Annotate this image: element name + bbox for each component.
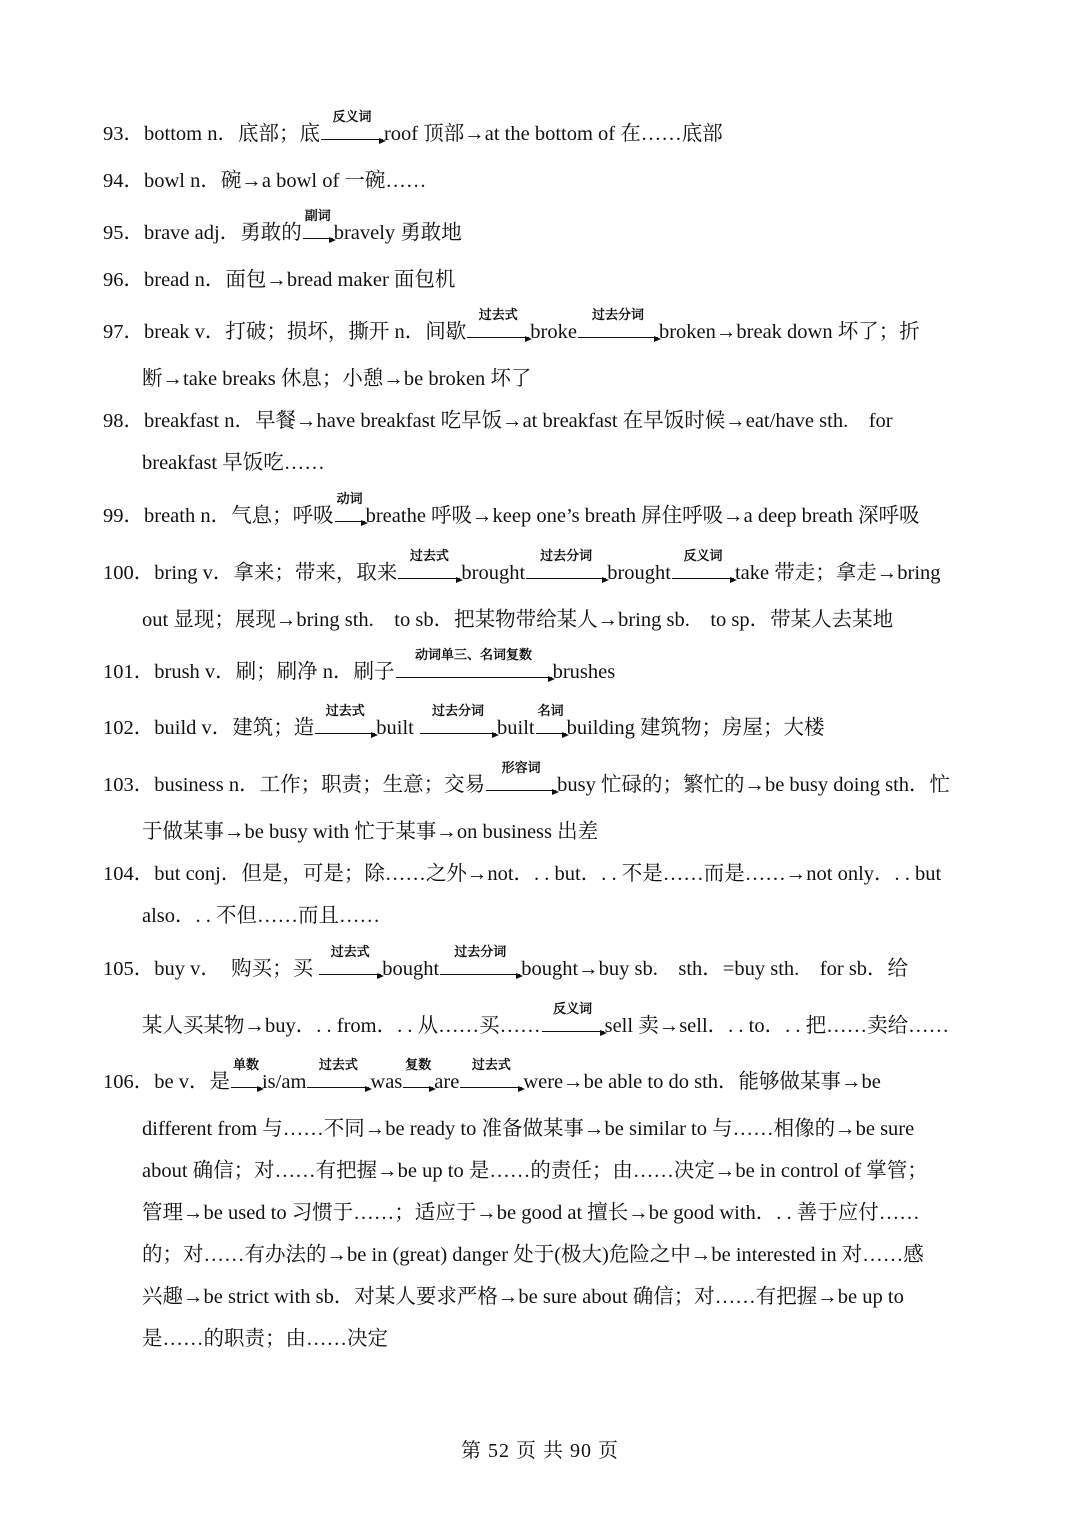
- arrow-icon: [315, 704, 375, 734]
- entry-text: 99．breath n．气息；呼吸: [103, 505, 334, 527]
- arrow-icon: [396, 648, 552, 678]
- arrow-label: 过去分词: [591, 308, 644, 323]
- entry-text: 98．breakfast n．早餐→have breakfast 吃早饭→at breakfast 在早饭时候→eat/have sth. for: [103, 410, 893, 432]
- arrow-icon: [398, 549, 460, 579]
- arrow-icon: [672, 549, 734, 579]
- arrow-label: 过去式: [471, 1058, 511, 1073]
- entry-text: is/am: [261, 1071, 307, 1093]
- entry-text: bravely 勇敢地: [333, 222, 462, 244]
- arrow-icon: [307, 1058, 369, 1088]
- entry-105: [103, 945, 983, 1037]
- entry-text: brought: [607, 562, 671, 584]
- arrow-icon: [321, 110, 383, 140]
- entry-text: 103．business n．工作；职责；生意；交易: [103, 774, 486, 796]
- arrow-label: 过去式: [330, 945, 370, 960]
- entry-94: [103, 171, 983, 191]
- arrow-icon: [526, 549, 606, 579]
- entry-text: out 显现；展现→bring sth. to sb．把某物带给某人→bring sb. to sp．带某人去某地: [142, 609, 894, 631]
- entry-text: different from 与……不同→be ready to 准备做某事→be similar to 与……相像的→be sure: [142, 1118, 915, 1140]
- entry-text: was: [370, 1071, 403, 1093]
- entry-text: bought→buy sb. sth．=buy sth. for sb．给: [521, 958, 909, 980]
- arrow-icon: [460, 1058, 522, 1088]
- arrow-icon: [319, 945, 381, 975]
- entry-text: 的；对……有办法的→be in (great) danger 处于(极大)危险之中→be interested in 对……感: [142, 1244, 924, 1266]
- entry-text: built: [376, 717, 414, 739]
- arrow-label: 过去式: [325, 704, 365, 719]
- entry-text: 某人买某物→buy．. . from．. . 从……买……: [142, 1015, 541, 1037]
- entry-104: [103, 864, 983, 926]
- arrow-icon: [335, 492, 365, 522]
- entry-text: building 建筑物；房屋；大楼: [566, 717, 825, 739]
- arrow-icon: [578, 308, 658, 338]
- page-footer: 第 52 页 共 90 页: [461, 1440, 619, 1462]
- arrow-icon: [231, 1058, 261, 1088]
- entry-text: 96．bread n．面包→bread maker 面包机: [103, 269, 456, 291]
- entry-103: [103, 761, 983, 843]
- arrow-label: 过去分词: [431, 704, 484, 719]
- arrow-label: 单数: [232, 1058, 259, 1073]
- arrow-label: 过去分词: [540, 549, 593, 564]
- entry-text: 管理→be used to 习惯于……；适应于→be good at 擅长→be good with．. . 善于应付……: [142, 1202, 920, 1224]
- arrow-icon: [486, 761, 556, 791]
- arrow-label: 动词单三、名词复数: [415, 648, 533, 663]
- entry-text: 105．buy v． 购买；买: [103, 958, 314, 980]
- entry-93: [103, 110, 983, 145]
- entry-text: 兴趣→be strict with sb．对某人要求严格→be sure about 确信；对……有把握→be up to: [142, 1286, 904, 1308]
- entry-97: [103, 308, 983, 390]
- entry-text: brought: [461, 562, 526, 584]
- arrow-icon: [467, 308, 529, 338]
- entry-100: [103, 549, 983, 631]
- entry-text: 106．be v．是: [103, 1071, 230, 1093]
- entry-text: 101．brush v．刷；刷净 n．刷子: [103, 661, 395, 683]
- entry-text: broken→break down 坏了；折: [658, 321, 920, 343]
- entry-text: 104．but conj．但是，可是；除……之外→not．. . but．. . 不是……而是……→not only．. . but: [103, 863, 942, 885]
- entry-text: 断→take breaks 休息；小憩→be broken 坏了: [142, 368, 532, 390]
- entry-text: 97．break v．打破；损坏，撕开 n．间歇: [103, 321, 467, 343]
- entry-text: are: [434, 1071, 460, 1093]
- entry-text: 93．bottom n．底部；底: [103, 123, 320, 145]
- arrow-label: 过去式: [409, 549, 449, 564]
- entry-102: [103, 704, 983, 739]
- entry-text: breathe 呼吸→keep one’s breath 屏住呼吸→a deep breath 深呼吸: [365, 505, 920, 527]
- entry-text: busy 忙碌的；繁忙的→be busy doing sth．忙: [557, 774, 951, 796]
- entry-text: brushes: [552, 661, 616, 683]
- arrow-label: 动词: [336, 492, 363, 507]
- entry-text: roof 顶部→at the bottom of 在……底部: [383, 123, 723, 145]
- entry-text: bought: [382, 958, 440, 980]
- entry-text: breakfast 早饭吃……: [142, 452, 325, 474]
- entry-text: 100．bring v．拿来；带来，取来: [103, 562, 398, 584]
- entry-text: take 带走；拿走→bring: [734, 562, 941, 584]
- entry-99: [103, 492, 983, 527]
- entry-text: 于做某事→be busy with 忙于某事→on business 出差: [142, 821, 599, 843]
- arrow-label: 形容词: [501, 761, 541, 776]
- arrow-label: 反义词: [683, 549, 723, 564]
- entry-text: 94．bowl n．碗→a bowl of 一碗……: [103, 170, 427, 192]
- entry-101: [103, 648, 983, 683]
- entry-text: sell 卖→sell．. . to．. . 把……卖给……: [604, 1015, 950, 1037]
- arrow-icon: [420, 704, 496, 734]
- arrow-label: 过去分词: [454, 945, 507, 960]
- arrow-label: 反义词: [332, 110, 372, 125]
- entry-106: [103, 1058, 983, 1350]
- arrow-icon: [542, 1002, 604, 1032]
- arrow-icon: [440, 945, 520, 975]
- arrow-icon: [536, 704, 566, 734]
- arrow-label: 过去式: [478, 308, 518, 323]
- arrow-label: 副词: [304, 209, 331, 224]
- arrow-label: 反义词: [553, 1002, 593, 1017]
- arrow-icon: [303, 209, 333, 239]
- entry-text: 是……的职责；由……决定: [142, 1328, 388, 1350]
- entry-96: [103, 270, 983, 290]
- entry-text: about 确信；对……有把握→be up to 是……的责任；由……决定→be in control of 掌管；: [142, 1160, 928, 1182]
- arrow-label: 复数: [405, 1058, 432, 1073]
- entry-text: 95．brave adj．勇敢的: [103, 222, 302, 244]
- entry-95: [103, 209, 983, 244]
- arrow-icon: [403, 1058, 433, 1088]
- entry-text: built: [497, 717, 535, 739]
- entry-98: [103, 411, 983, 473]
- entry-text: broke: [530, 321, 577, 343]
- entry-text: were→be able to do sth．能够做某事→be: [523, 1071, 881, 1093]
- arrow-label: 名词: [537, 704, 564, 719]
- entry-text: 102．build v．建筑；造: [103, 717, 315, 739]
- arrow-label: 过去式: [318, 1058, 358, 1073]
- entry-text: also．. . 不但……而且……: [142, 905, 381, 927]
